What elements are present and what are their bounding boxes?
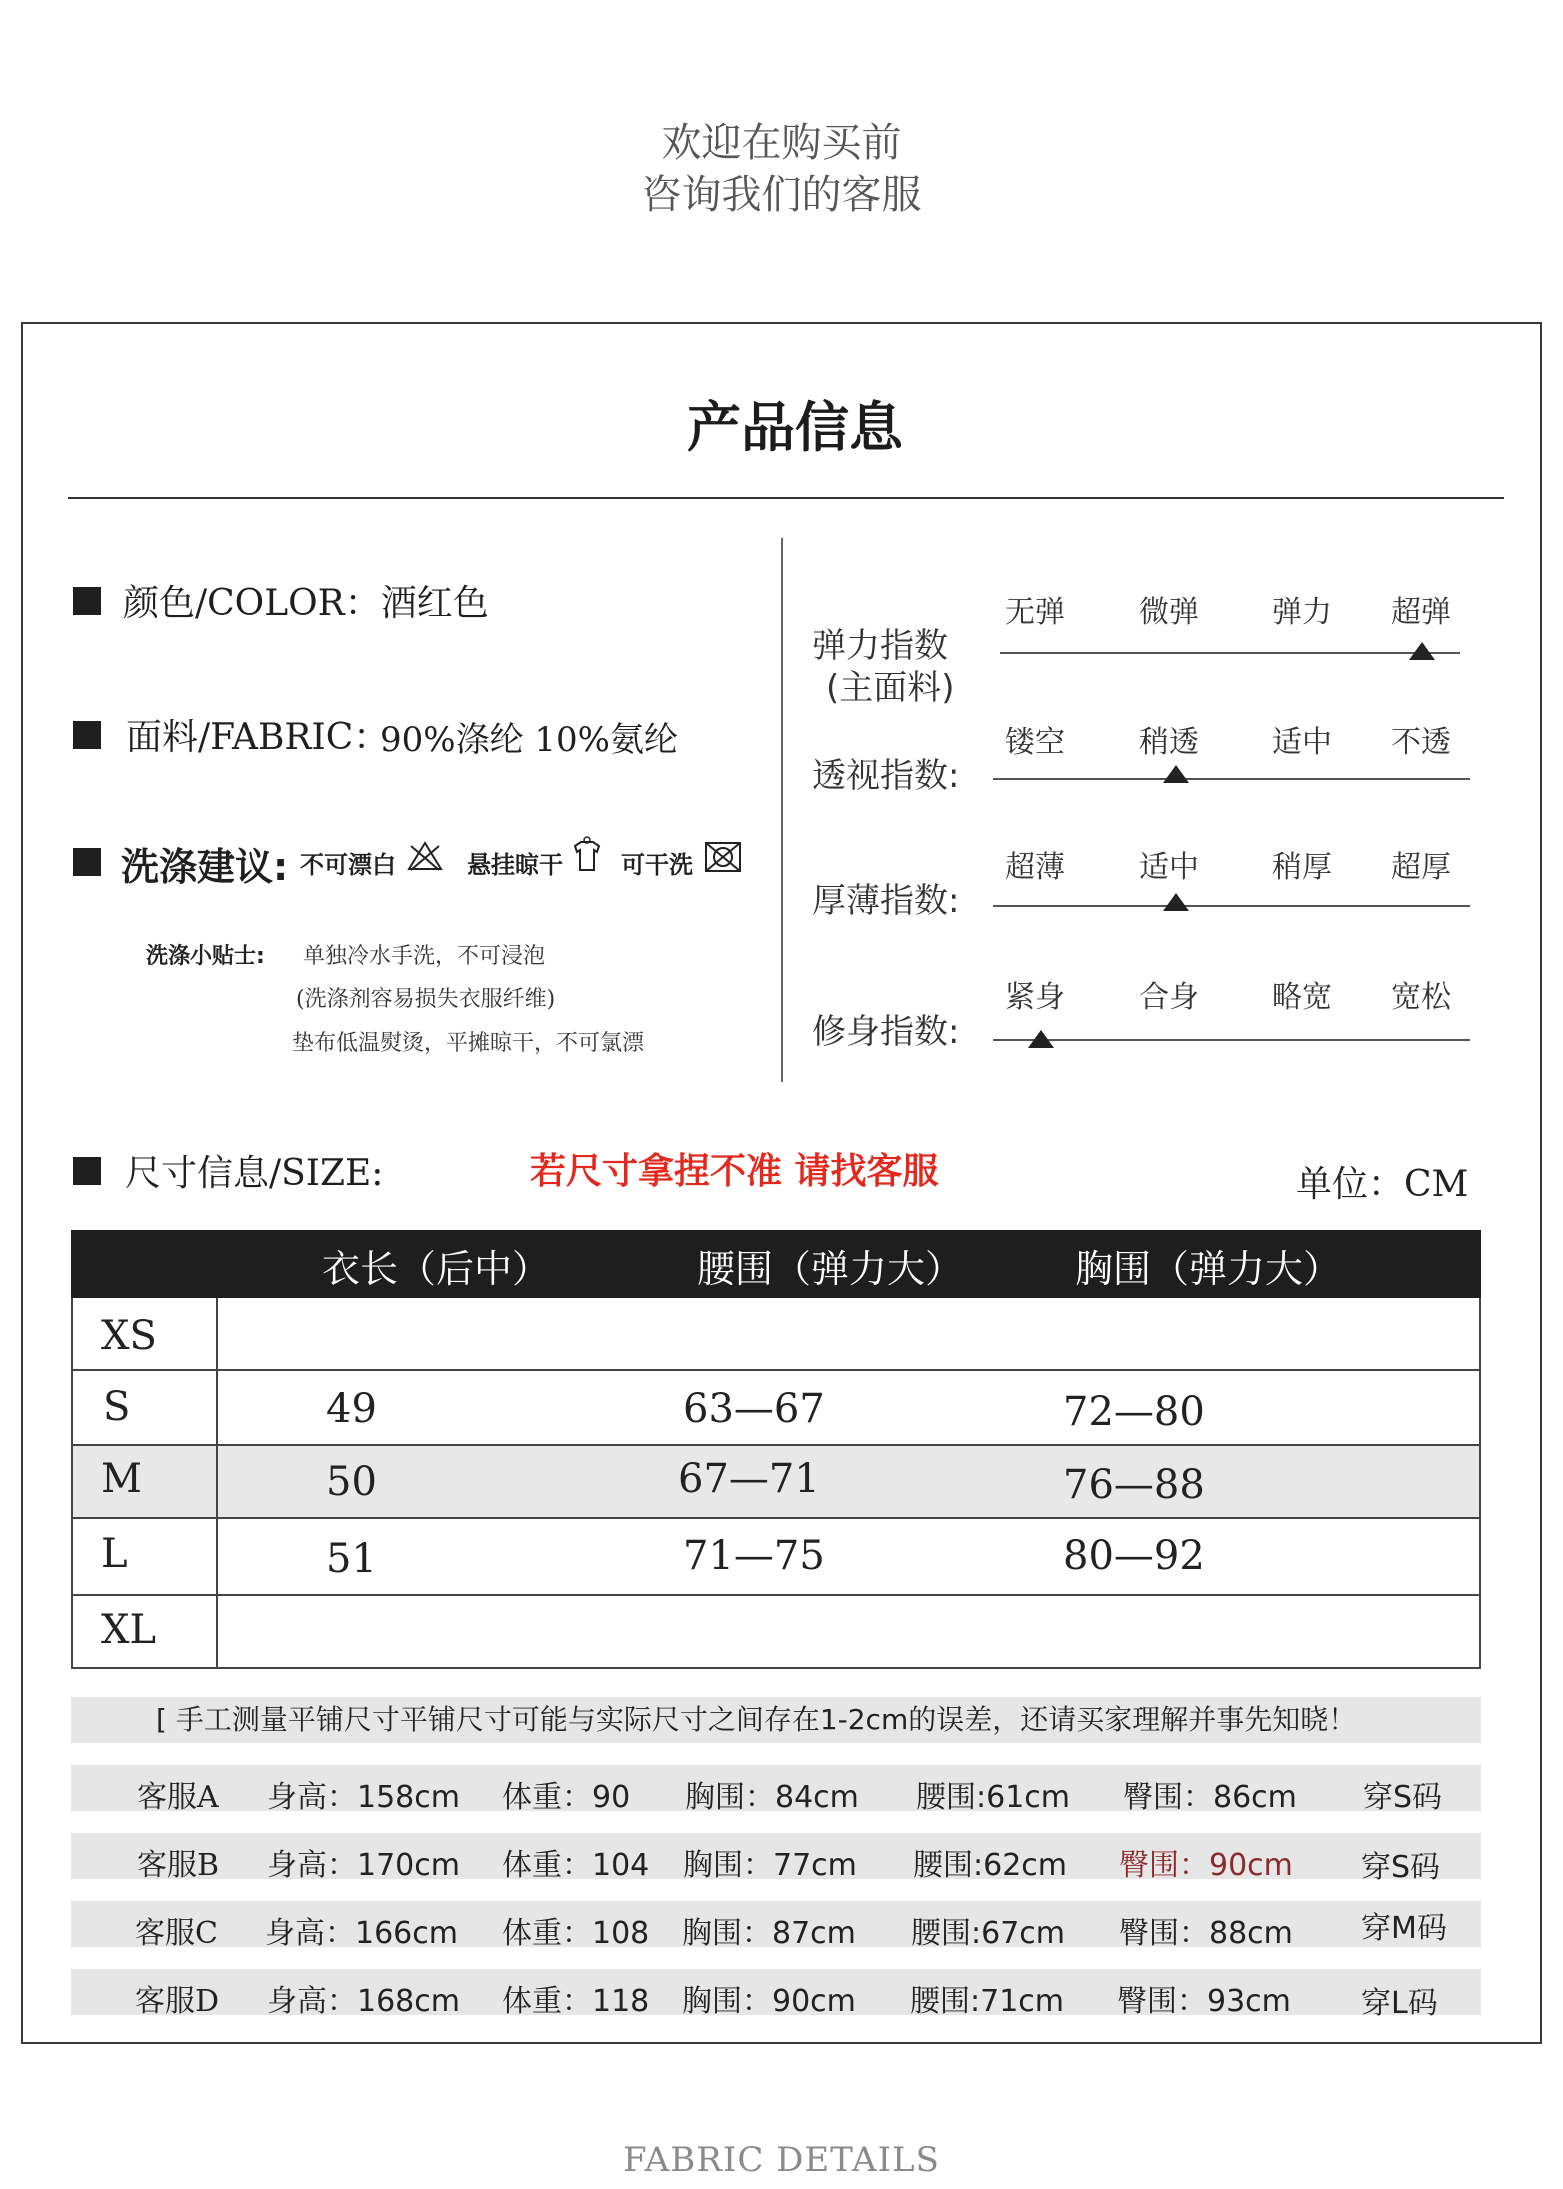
size-l: L [101, 1531, 128, 1577]
transparency-option: 稍透 [1139, 725, 1199, 760]
transparency-scale-line [993, 778, 1470, 780]
column-divider [781, 538, 783, 1082]
size-s: S [103, 1384, 131, 1430]
transparency-option: 镂空 [1005, 725, 1065, 760]
model-hip: 臀围：88cm [1119, 1916, 1293, 1951]
dry-clean-icon [703, 840, 743, 874]
fit-index-label: 修身指数: [812, 1012, 960, 1052]
model-row [71, 1969, 1481, 2021]
thickness-option: 超厚 [1391, 850, 1451, 885]
thickness-marker-icon [1163, 893, 1189, 911]
bullet-square-icon [73, 848, 101, 876]
wash-tip-3: 垫布低温熨烫，平摊晾干，不可氯漂 [292, 1031, 645, 1056]
elasticity-option: 超弹 [1391, 595, 1451, 630]
fit-option: 宽松 [1391, 980, 1451, 1015]
size-xs: XS [101, 1313, 157, 1359]
thickness-option: 超薄 [1005, 850, 1065, 885]
model-weight: 体重：118 [502, 1984, 650, 2019]
no-bleach-label: 不可漂白 [300, 851, 396, 879]
model-wear-size: 穿S码 [1363, 1780, 1443, 1815]
model-name: 客服A [137, 1780, 219, 1815]
fabric-label: 面料/FABRIC： [126, 717, 390, 758]
title-divider [68, 497, 1504, 499]
model-chest: 胸围：90cm [682, 1984, 856, 2019]
page-title: 产品信息 [687, 396, 903, 459]
size-label: 尺寸信息/SIZE: [125, 1153, 384, 1194]
model-weight: 体重：90 [502, 1780, 631, 1815]
fabric-value: 90%涤纶 10%氨纶 [380, 720, 678, 760]
transparency-index-label: 透视指数: [812, 756, 960, 796]
model-weight: 体重：104 [502, 1848, 650, 1883]
hang-dry-label: 悬挂晾干 [467, 851, 563, 879]
model-height: 身高：168cm [267, 1984, 460, 2019]
s-waist: 63—67 [683, 1386, 825, 1432]
bullet-square-icon [73, 721, 101, 749]
model-name: 客服D [135, 1984, 220, 2019]
wash-tip-2: (洗涤剂容易损失衣服纤维) [296, 987, 556, 1012]
color-value: 酒红色 [380, 583, 489, 624]
color-label: 颜色/COLOR： [123, 583, 381, 624]
elasticity-scale-line [1000, 652, 1460, 654]
wash-tip-1: 单独冷水手洗，不可浸泡 [303, 944, 546, 969]
fit-marker-icon [1028, 1030, 1054, 1048]
model-wear-size: 穿L码 [1361, 1986, 1438, 2021]
m-length: 50 [326, 1459, 377, 1505]
elasticity-option: 微弹 [1139, 595, 1199, 630]
elasticity-option: 无弹 [1005, 595, 1065, 630]
greeting-line-2: 咨询我们的客服 [641, 172, 922, 218]
thickness-index-label: 厚薄指数: [812, 881, 960, 921]
thickness-option: 适中 [1139, 850, 1199, 885]
model-row [71, 1765, 1481, 1815]
model-row [71, 1901, 1481, 1951]
thickness-option: 稍厚 [1272, 850, 1332, 885]
model-hip-highlight: 臀围：90cm [1119, 1848, 1293, 1883]
model-height: 身高：166cm [265, 1916, 458, 1951]
bullet-square-icon [73, 1157, 101, 1185]
model-row [71, 1833, 1481, 1885]
model-weight: 体重：108 [502, 1916, 650, 1951]
size-xl: XL [101, 1607, 157, 1653]
model-waist: 腰围:62cm [913, 1848, 1067, 1883]
elasticity-marker-icon [1409, 642, 1435, 660]
table-row [71, 1298, 1481, 1371]
model-waist: 腰围:71cm [910, 1984, 1064, 2019]
hang-dry-icon [569, 836, 605, 874]
color-row [123, 575, 489, 626]
model-chest: 胸围：84cm [685, 1780, 859, 1815]
table-row [71, 1596, 1481, 1669]
transparency-option: 适中 [1272, 725, 1332, 760]
transparency-marker-icon [1163, 765, 1189, 783]
model-waist: 腰围:67cm [911, 1916, 1065, 1951]
elasticity-index-label: 弹力指数 [812, 626, 948, 666]
bullet-square-icon [73, 587, 101, 615]
elasticity-option: 弹力 [1272, 595, 1332, 630]
fabric-details-footer: FABRIC DETAILS [623, 2140, 940, 2180]
header-chest: 胸围（弹力大） [1075, 1247, 1342, 1291]
model-height: 身高：158cm [267, 1780, 460, 1815]
model-chest: 胸围：77cm [683, 1848, 857, 1883]
model-height: 身高：170cm [267, 1848, 460, 1883]
model-chest: 胸围：87cm [682, 1916, 856, 1951]
model-waist: 腰围:61cm [916, 1780, 1070, 1815]
fit-option: 紧身 [1005, 980, 1065, 1015]
thickness-scale-line [993, 905, 1470, 907]
size-m: M [101, 1456, 142, 1502]
no-bleach-icon [407, 840, 443, 872]
wash-tips-label: 洗涤小贴士: [146, 944, 265, 969]
l-length: 51 [326, 1536, 377, 1582]
fit-scale-line [993, 1039, 1470, 1041]
elasticity-index-sublabel: (主面料) [826, 668, 955, 708]
header-length: 衣长（后中） [322, 1247, 551, 1291]
transparency-option: 不透 [1391, 725, 1451, 760]
unit-label: 单位：CM [1296, 1164, 1469, 1205]
model-name: 客服C [135, 1916, 218, 1951]
m-chest: 76—88 [1063, 1462, 1205, 1508]
model-wear-size: 穿S码 [1361, 1850, 1441, 1885]
s-length: 49 [326, 1386, 377, 1432]
greeting-line-1: 欢迎在购买前 [661, 120, 902, 166]
wash-label: 洗涤建议: [121, 845, 289, 889]
size-help-notice: 若尺寸拿捏不准 请找客服 [530, 1151, 939, 1192]
model-hip: 臀围：93cm [1117, 1984, 1291, 2019]
m-waist: 67—71 [678, 1456, 820, 1502]
header-waist: 腰围（弹力大） [697, 1247, 964, 1291]
fit-option: 合身 [1139, 980, 1199, 1015]
dry-clean-label: 可干洗 [621, 851, 693, 879]
model-wear-size: 穿M码 [1361, 1911, 1447, 1946]
measurement-note-bar [71, 1697, 1481, 1743]
s-chest: 72—80 [1063, 1389, 1205, 1435]
model-hip: 臀围：86cm [1123, 1780, 1297, 1815]
model-name: 客服B [137, 1848, 220, 1883]
l-chest: 80—92 [1063, 1533, 1205, 1579]
measurement-note: [ 手工测量平铺尺寸平铺尺寸可能与实际尺寸之间存在1-2cm的误差，还请买家理解并事先知晓！ [156, 1703, 1357, 1736]
l-waist: 71—75 [683, 1533, 825, 1579]
fit-option: 略宽 [1272, 980, 1332, 1015]
